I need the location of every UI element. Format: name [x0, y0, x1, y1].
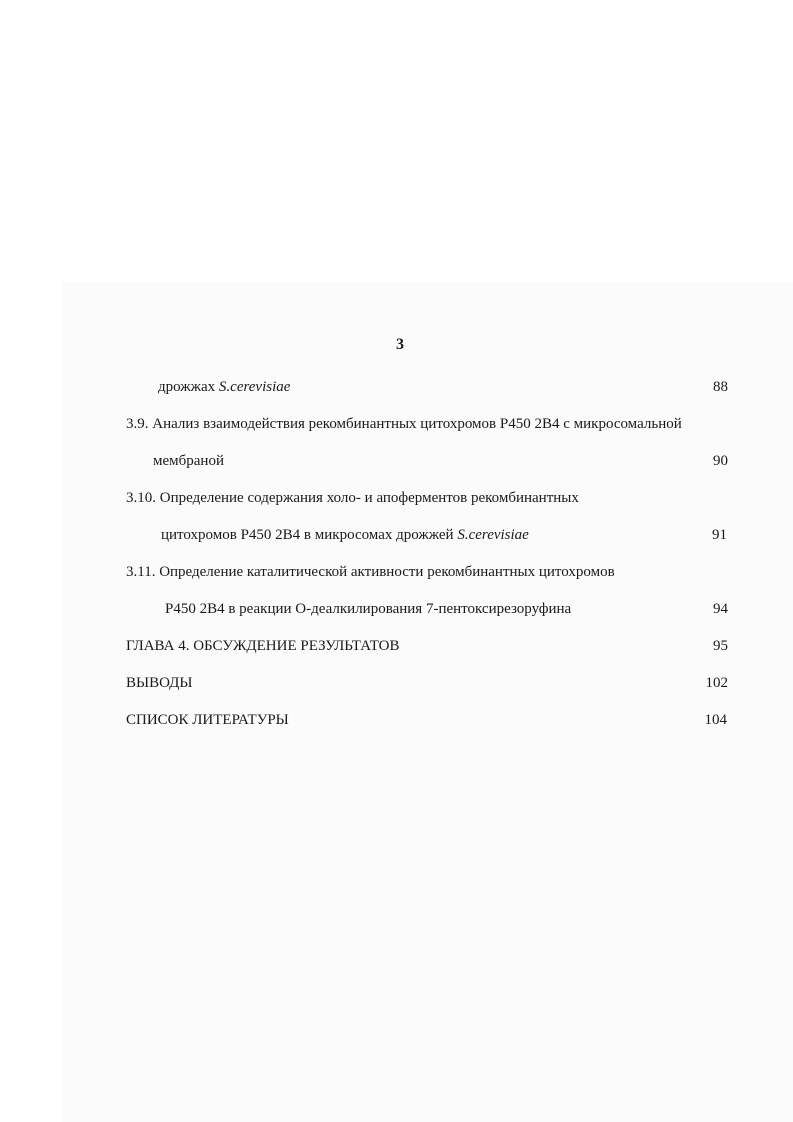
toc-entry-text: ГЛАВА 4. ОБСУЖДЕНИЕ РЕЗУЛЬТАТОВ — [126, 638, 400, 654]
toc-entry-prefix: цитохромов Р450 2В4 в микросомах дрожжей — [161, 527, 458, 543]
page-number: 3 — [396, 336, 404, 353]
toc-entry-page: 88 — [713, 379, 728, 395]
toc-entry-prefix: дрожжах — [158, 379, 219, 395]
toc-entry-page: 104 — [704, 712, 727, 728]
toc-entry-page: 102 — [705, 675, 728, 691]
toc-entry-text: 3.9. Анализ взаимодействия рекомбинантных цитохромов Р450 2В4 с микросомальной — [126, 416, 682, 432]
toc-entry-text: 3.11. Определение каталитической активности рекомбинантных цитохромов — [126, 564, 615, 580]
toc-entry-page: 95 — [713, 638, 728, 654]
toc-entry-italic: S.cerevisiae — [457, 527, 529, 543]
toc-entry-text: 3.10. Определение содержания холо- и апоферментов рекомбинантных — [126, 490, 579, 506]
toc-entry-page: 94 — [713, 601, 728, 617]
toc-entry-text: мембраной — [153, 453, 224, 469]
toc-entry-page: 91 — [712, 527, 727, 543]
toc-entry-italic: S.cerevisiae — [218, 379, 291, 395]
toc-entry-text — [158, 378, 290, 396]
toc-entry-page: 90 — [713, 453, 728, 469]
scanned-page-region — [62, 283, 793, 1122]
toc-entry-text: СПИСОК ЛИТЕРАТУРЫ — [126, 712, 289, 728]
toc-entry-text: ВЫВОДЫ — [126, 675, 193, 691]
toc-entry-text: Р450 2В4 в реакции О-деалкилирования 7-пентоксирезоруфина — [165, 601, 572, 617]
toc-entry-text — [161, 526, 529, 544]
